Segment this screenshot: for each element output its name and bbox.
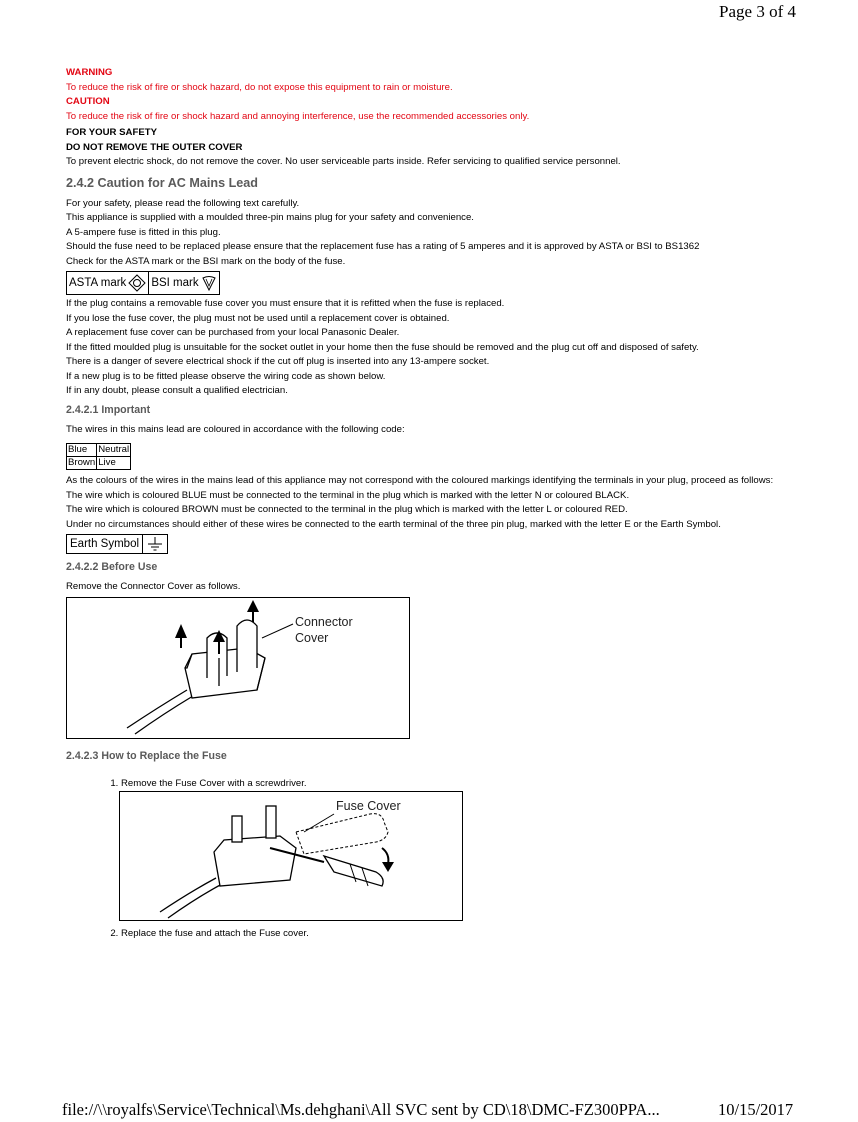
paragraph-line: The wire which is coloured BLUE must be connected to the terminal in the plug which is marked with the letter N or coloured BLACK.: [66, 489, 630, 501]
paragraph-line: For your safety, please read the following text carefully.: [66, 197, 300, 209]
table-row: [67, 444, 131, 457]
earth-ground-icon: [146, 536, 164, 552]
fuse-steps-list: [66, 777, 796, 942]
paragraph-line: Under no circumstances should either of these wires be connected to the earth terminal of the three pin plug, marked with the letter E or the Earth Symbol.: [66, 518, 721, 530]
paragraph-line: This appliance is supplied with a moulded three-pin mains plug for your safety and convenience.: [66, 212, 474, 223]
bsi-mark-box: [149, 271, 219, 295]
plug-connector-illustration: [67, 598, 409, 738]
step-2-text: Replace the fuse and attach the Fuse cover.: [121, 928, 309, 939]
paragraph-line: If the fitted moulded plug is unsuitable for the socket outlet in your home then the fuse should be removed and the plug cut off and disposed of safety.: [66, 341, 699, 353]
connector-label: Connector: [295, 614, 353, 629]
list-item: [121, 777, 796, 922]
page-number: Page 3 of 4: [719, 2, 796, 21]
paragraph-line: As the colours of the wires in the mains lead of this appliance may not correspond with the coloured markings identifying the terminals in your plug, proceed as follows:: [66, 475, 774, 486]
caution-title: CAUTION: [66, 96, 110, 107]
safety-title: FOR YOUR SAFETY: [66, 127, 157, 138]
wire-colour-table: [66, 443, 131, 470]
paragraph-line: Check for the ASTA mark or the BSI mark on the body of the fuse.: [66, 255, 346, 267]
paragraph-line: Should the fuse need to be replaced please ensure that the replacement fuse has a rating of 5 amperes and it is approved by ASTA or BSI to BS1362: [66, 241, 700, 252]
paragraph-line: Remove the Connector Cover as follows.: [66, 581, 241, 592]
paragraph-line: If the plug contains a removable fuse cover you must ensure that it is refitted when the fuse is replaced.: [66, 298, 505, 309]
earth-symbol-label: Earth Symbol: [66, 534, 143, 554]
asta-mark-label: ASTA mark: [69, 276, 127, 289]
fuse-cover-figure: [119, 791, 463, 921]
paragraph-line: If you lose the fuse cover, the plug must not be used until a replacement cover is obtained.: [66, 312, 450, 324]
paragraph-line: The wire which is coloured BROWN must be connected to the terminal in the plug which is marked with the letter L or coloured RED.: [66, 504, 628, 515]
table-row: [67, 457, 131, 470]
cover-label: Cover: [295, 630, 329, 645]
paragraph-line: A 5-ampere fuse is fitted in this plug.: [66, 226, 221, 238]
section-heading-ac-mains: 2.4.2 Caution for AC Mains Lead: [66, 175, 258, 190]
section-heading-replace-fuse: 2.4.2.3 How to Replace the Fuse: [66, 749, 227, 762]
fuse-marks: [66, 271, 796, 295]
paragraph-line: If in any doubt, please consult a qualified electrician.: [66, 385, 288, 396]
step-1-text: Remove the Fuse Cover with a screwdriver.: [121, 777, 307, 789]
earth-symbol-cell: [143, 534, 168, 554]
safety-text: To prevent electric shock, do not remove the cover. No user serviceable parts inside. Refer servicing to qualified service personnel.: [66, 156, 621, 167]
table-cell: Brown: [68, 457, 96, 468]
table-cell: Blue: [67, 444, 97, 457]
caution-text: To reduce the risk of fire or shock hazard and annoying interference, use the recommended accessories only.: [66, 110, 530, 122]
earth-symbol-box: [66, 534, 796, 554]
asta-mark-box: [66, 271, 149, 295]
paragraph-line: A replacement fuse cover can be purchased from your local Panasonic Dealer.: [66, 327, 400, 338]
list-item: [121, 927, 796, 942]
safety-subtitle: DO NOT REMOVE THE OUTER COVER: [66, 141, 243, 153]
print-date: 10/15/2017: [718, 1100, 794, 1119]
table-cell: Live: [97, 457, 131, 470]
table-cell: Neutral: [98, 444, 130, 455]
bsi-mark-label: BSI mark: [151, 276, 199, 289]
bsi-kitemark-icon: [201, 274, 217, 292]
warning-title: WARNING: [66, 67, 113, 78]
file-path: file://\\royalfs\Service\Technical\Ms.dehghani\All SVC sent by CD\18\DMC-FZ300PPA...: [62, 1100, 660, 1119]
document-body: [66, 66, 796, 942]
warning-text: To reduce the risk of fire or shock hazard, do not expose this equipment to rain or moisture.: [66, 81, 453, 93]
section-heading-important: 2.4.2.1 Important: [66, 403, 151, 416]
asta-mark-icon: [128, 274, 146, 292]
section-heading-before-use: 2.4.2.2 Before Use: [66, 561, 158, 573]
page-footer: [62, 1100, 794, 1120]
connector-cover-figure: [66, 597, 410, 739]
paragraph-line: There is a danger of severe electrical shock if the cut off plug is inserted into any 13-ampere socket.: [66, 356, 490, 367]
paragraph-line: If a new plug is to be fitted please observe the wiring code as shown below.: [66, 370, 386, 382]
screwdriver-plug-illustration: [120, 792, 462, 920]
paragraph-line: The wires in this mains lead are coloured in accordance with the following code:: [66, 423, 405, 435]
fuse-cover-label: Fuse Cover: [336, 799, 401, 813]
